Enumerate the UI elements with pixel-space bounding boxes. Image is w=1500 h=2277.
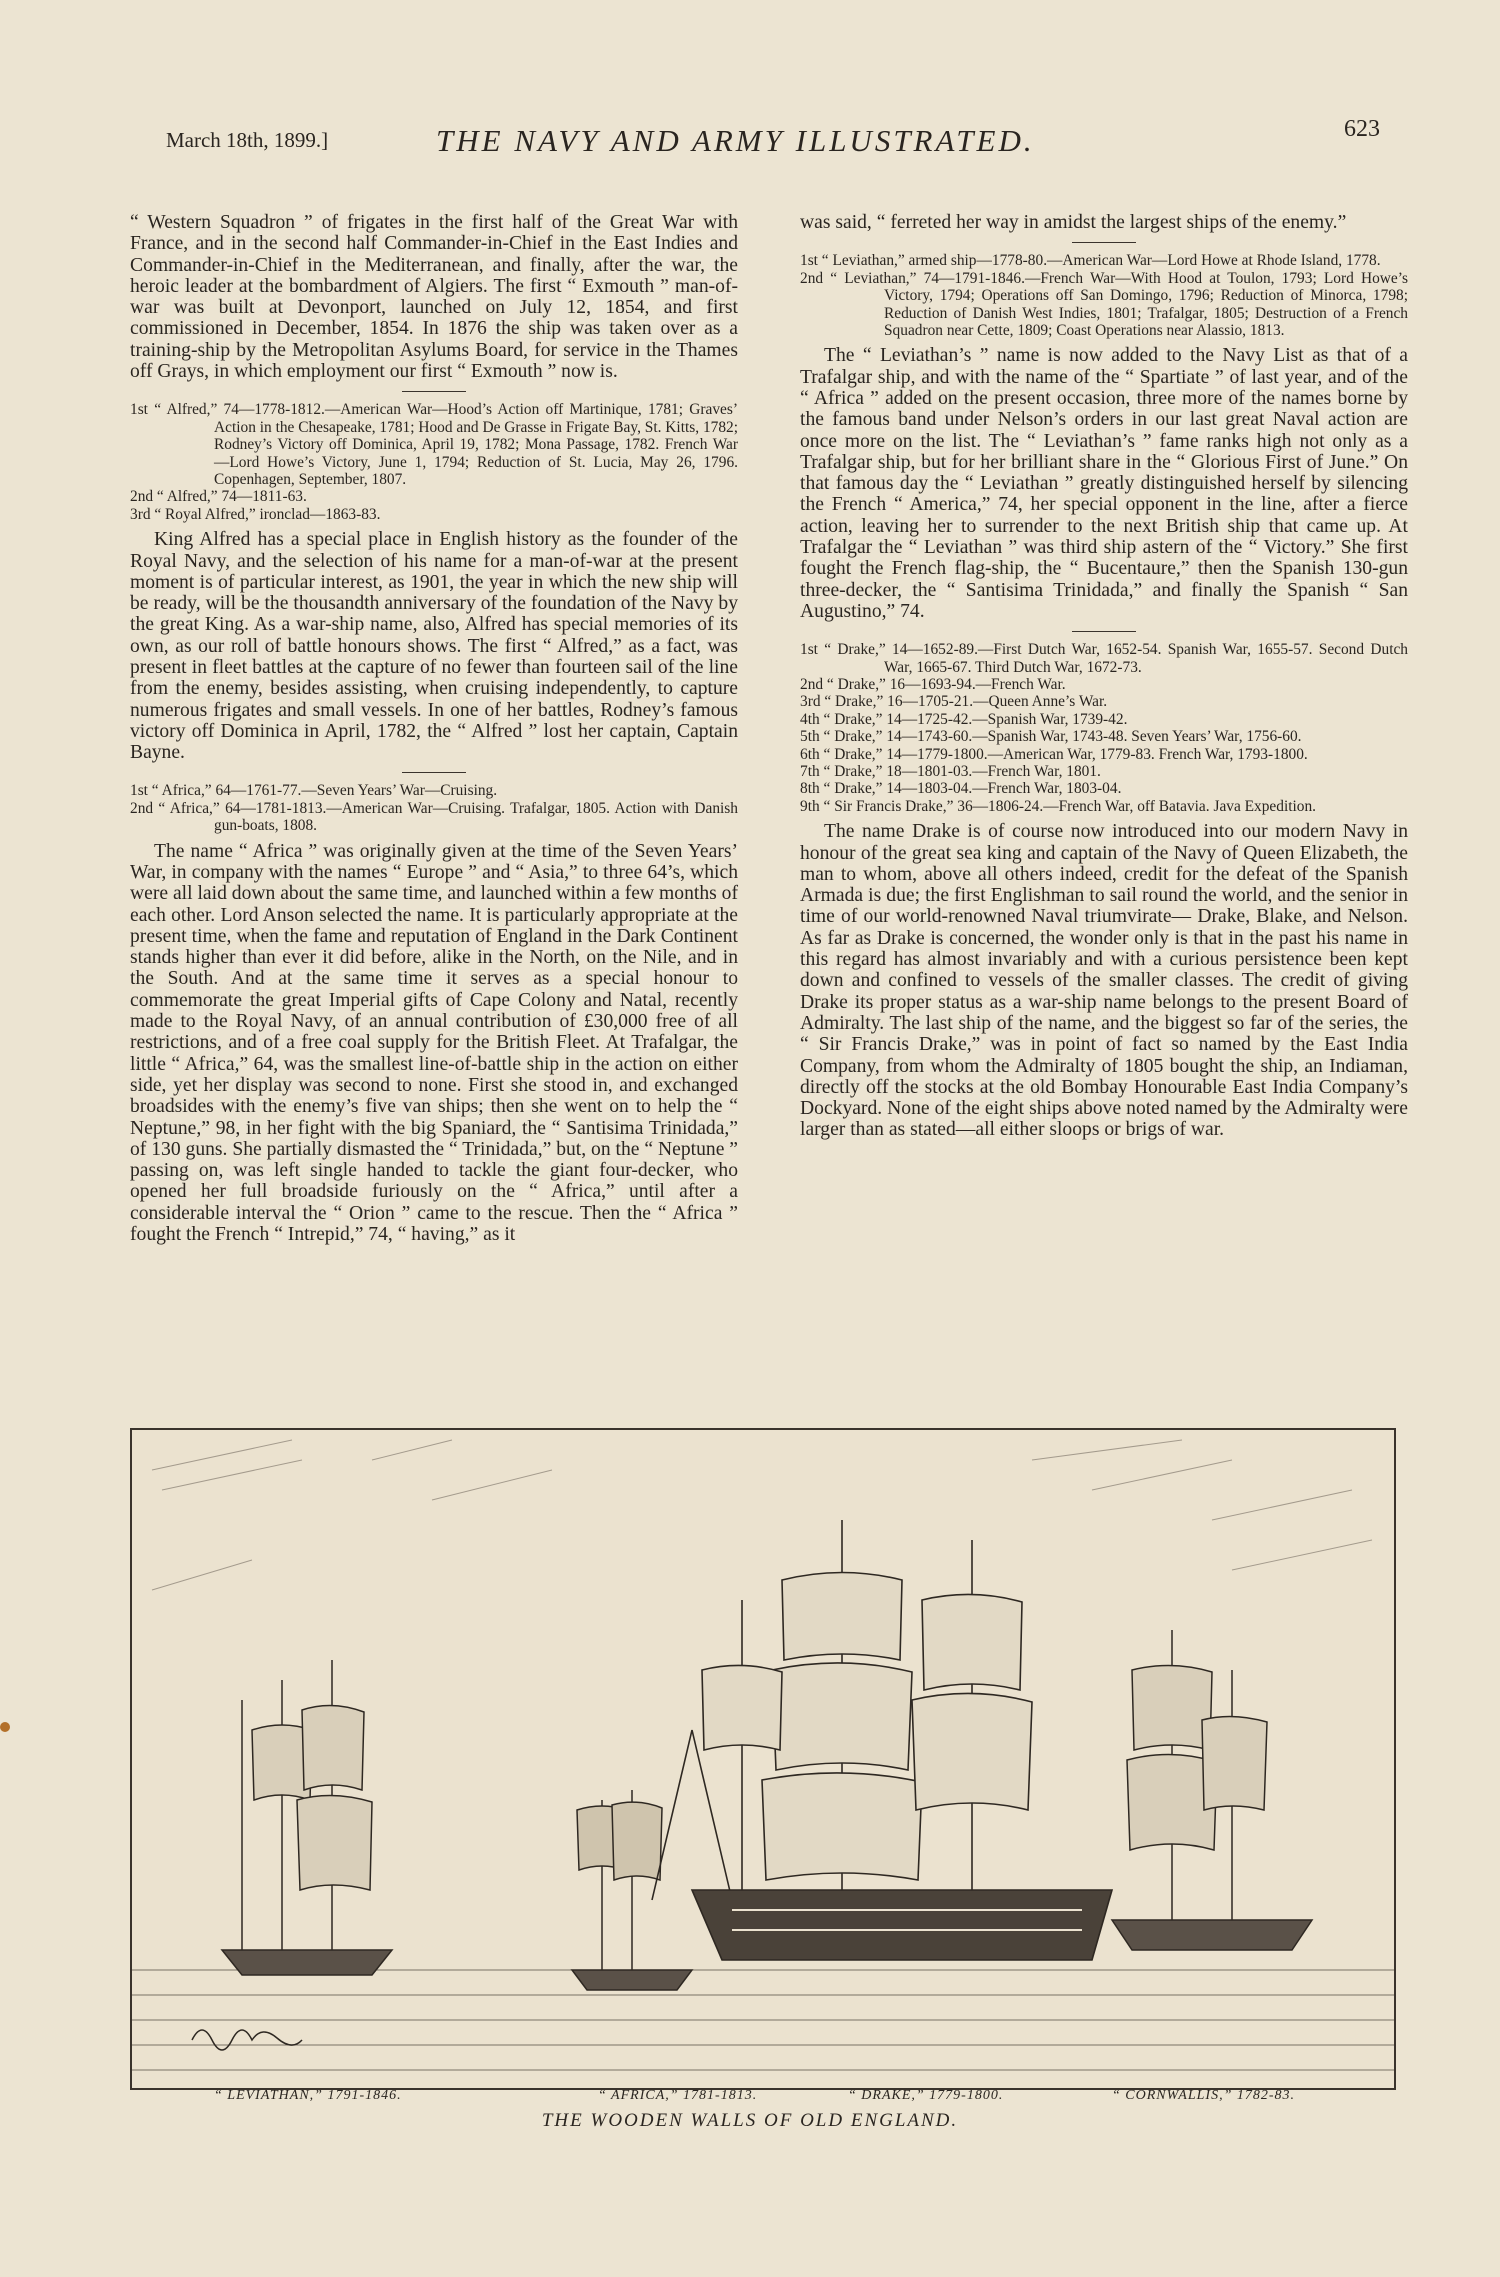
binding-mark [0,1722,10,1732]
list-item: 1st “ Africa,” 64—1761-77.—Seven Years’ War—Cruising. [130,782,498,800]
list-item: 3rd “ Drake,” 16—1705-21.—Queen Anne’s War. [800,693,1108,711]
list-item: 4th “ Drake,” 14—1725-42.—Spanish War, 1739-42. [800,710,1128,728]
list-item: 2nd “ Leviathan,” 74—1791-1846.—French War—With Hood at Toulon, 1793; Lord Howe’s Victory, 1794; Operations off San Domingo, 1796; Reduction of Minorca, 1798; Reduction of Danish West Indies, 1801; Trafalgar, 1805; Destruction of a French Squadron near Cette, 1809; Coast Operations near Alassio, 1813. [800,269,1408,339]
exmouth-paragraph: “ Western Squadron ” of frigates in the first half of the Great War with France, and in the second half Commander-in-Chief in the East Indies and Commander-in-Chief in the Mediterranean, and finally, after the war, the heroic leader at the bombardment of Algiers. The first “ Exmouth ” man-of-war was built at Devonport, launched on July 12, 1854, and first commissioned in December, 1854. In 1876 the ship was taken over as a training-ship by the Metropolitan Asylums Board, for service in the Thames off Grays, in which employment our first “ Exmouth ” now is. [130,212,738,383]
list-item: 2nd “ Drake,” 16—1693-94.—French War. [800,676,1066,693]
list-item: 1st “ Alfred,” 74—1778-1812.—American War—Hood’s Action off Martinique, 1781; Graves’ Action in the Chesapeake, 1781; Hood and De Grasse in Frigate Bay, St. Kitts, 1782; Rodney’s Victory off Dominica, April 19, 1782; Mona Passage, 1782. French War —Lord Howe’s Victory, June 1, 1794; Reduction of St. Lucia, May 26, 1796. Copenhagen, September, 1807. [130,401,738,488]
left-column [130,212,738,1245]
page-number: 623 [1344,116,1380,142]
ships-engraving [130,1428,1396,2090]
list-item: 7th “ Drake,” 18—1801-03.—French War, 1801. [800,763,1101,781]
right-column [800,212,1408,1141]
africa-paragraph: The name “ Africa ” was originally given at the time of the Seven Years’ War, in company with the names “ Europe ” and “ Asia,” to three 64’s, which were all laid down about the same time, and launched within a few months of each other. Lord Anson selected the name. It is particularly appropriate at the present time, when the fame and reputation of England in the Dark Continent stands higher than ever it did before, alike in the North, on the Nile, and in the South. And at the same time it serves as a special honour to commemorate the great Imperial gifts of Cape Colony and Natal, recently made to the Royal Navy, of an annual contribution of £30,000 free of all restrictions, and of a free coal supply for the British Fleet. At Trafalgar, the little “ Africa,” 64, was the smallest line-of-battle ship in the action on either side, yet her display was second to none. First she stood in, and exchanged broadsides with the enemy’s five van ships; then she went on to help the “ Neptune,” 98, in her fight with the big Spaniard, the “ Santisima Trinidada,” of 130 guns. She partially dismasted the “ Trinidada,” but, on the “ Neptune ” passing on, was left single handed to tackle the giant four-decker, who opened her full broadside furiously on the “ Africa,” until after a considerable interval the “ Orion ” came to the rescue. Then the “ Africa ” fought the French “ Intrepid,” 74, “ having,” as it [130,840,738,1246]
leviathan-paragraph: The “ Leviathan’s ” name is now added to the Navy List as that of a Trafalgar ship, and with the name of the “ Spartiate ” of last year, and of the “ Africa ” added on the present occasion, three more of the names borne by the famous band under Nelson’s orders in our last great Naval action are once more on the list. The “ Leviathan’s ” fame ranks high not only as a Trafalgar ship, but for her brilliant share in the “ Glorious First of June.” On that famous day the “ Leviathan ” greatly distinguished herself by silencing the French “ America,” 74, her special opponent in the line, after a fierce action, leaving her to surrender to the next British ship that came up. At Trafalgar the “ Leviathan ” was third ship astern of the “ Victory.” She first fought the French flag-ship, the “ Bucentaure,” then the Spanish 130-gun three-decker, the “ Santisima Trinidada,” and finally the Spanish “ San Augustino,” 74. [800,345,1408,622]
drake-honours-list [800,641,1408,815]
caption-cornwallis: “ CORNWALLIS,” 1782-83. [1112,2088,1296,2103]
alfred-honours-list [130,401,738,523]
publication-title: THE NAVY AND ARMY ILLUSTRATED. [436,123,1035,158]
caption-africa: “ AFRICA,” 1781-1813. [598,2088,758,2103]
list-item: 6th “ Drake,” 14—1779-1800.—American War, 1779-83. French War, 1793-1800. [800,745,1308,763]
divider [1072,631,1136,632]
list-item: 3rd “ Royal Alfred,” ironclad—1863-83. [130,505,381,523]
list-item: 2nd “ Alfred,” 74—1811-63. [130,488,307,506]
divider [402,772,466,773]
divider [402,391,466,392]
leviathan-honours-list [800,252,1408,339]
ships-drawing [132,1430,1394,2088]
artist-signature [192,2030,302,2050]
alfred-paragraph: King Alfred has a special place in English history as the founder of the Royal Navy, and the selection of his name for a man-of-war at the present moment is of particular interest, as 1901, the year in which the new ship will be ready, will be the thousandth anniversary of the foundation of the Navy by the great King. As a war-ship name, also, Alfred has special memories of its own, as our roll of battle honours shows. The first “ Alfred,” as a fact, was present in fleet battles at the capture of no fewer than fourteen sail of the line from the enemy, besides assisting, when cruising independently, to capture numerous frigates and small vessels. In one of her battles, Rodney’s famous victory off Dominica in April, 1782, the “ Alfred ” lost her captain, Captain Bayne. [130,529,738,764]
list-item: 2nd “ Africa,” 64—1781-1813.—American War—Cruising. Trafalgar, 1805. Action with Danish gun-boats, 1808. [130,799,738,835]
list-item: 1st “ Drake,” 14—1652-89.—First Dutch War, 1652-54. Spanish War, 1655-57. Second Dutch War, 1665-67. Third Dutch War, 1672-73. [800,641,1408,676]
caption-leviathan: “ LEVIATHAN,” 1791-1846. [214,2088,402,2103]
divider [1072,242,1136,243]
list-item: 5th “ Drake,” 14—1743-60.—Spanish War, 1743-48. Seven Years’ War, 1756-60. [800,728,1302,746]
list-item: 9th “ Sir Francis Drake,” 36—1806-24.—French War, off Batavia. Java Expedition. [800,797,1317,815]
africa-honours-list [130,782,738,834]
list-item: 8th “ Drake,” 14—1803-04.—French War, 1803-04. [800,780,1122,798]
issue-date: March 18th, 1899.] [166,128,329,152]
drake-paragraph: The name Drake is of course now introduced into our modern Navy in honour of the great sea king and captain of the Navy of Queen Elizabeth, the man to whom, above all others indeed, credit for the defeat of the Spanish Armada is due; the first Englishman to sail round the world, and the senior in time of our world-renowned Naval triumvirate— Drake, Blake, and Nelson. As far as Drake is concerned, the wonder only is that in the past his name in this regard has almost invariably and with a curious persistence been kept down and confined to vessels of the smaller classes. The credit of giving Drake its proper status as a war-ship name belongs to the present Board of Admiralty. The last ship of the name, and the biggest so far of the series, the “ Sir Francis Drake,” was in point of fact so named by the East India Company, from whom the Admiralty of 1805 bought the ship, an Indiaman, directly off the stocks at the old Bombay Honourable East India Company’s Dockyard. None of the eight ships above noted named by the Admiralty were larger than as stated—all either sloops or brigs of war. [800,821,1408,1141]
caption-drake: “ DRAKE,” 1779-1800. [848,2088,1004,2103]
list-item: 1st “ Leviathan,” armed ship—1778-80.—American War—Lord Howe at Rhode Island, 1778. [800,252,1381,270]
africa-continued-paragraph: was said, “ ferreted her way in amidst the largest ships of the enemy.” [800,212,1347,233]
illustration-title: THE WOODEN WALLS OF OLD ENGLAND. [541,2110,959,2131]
